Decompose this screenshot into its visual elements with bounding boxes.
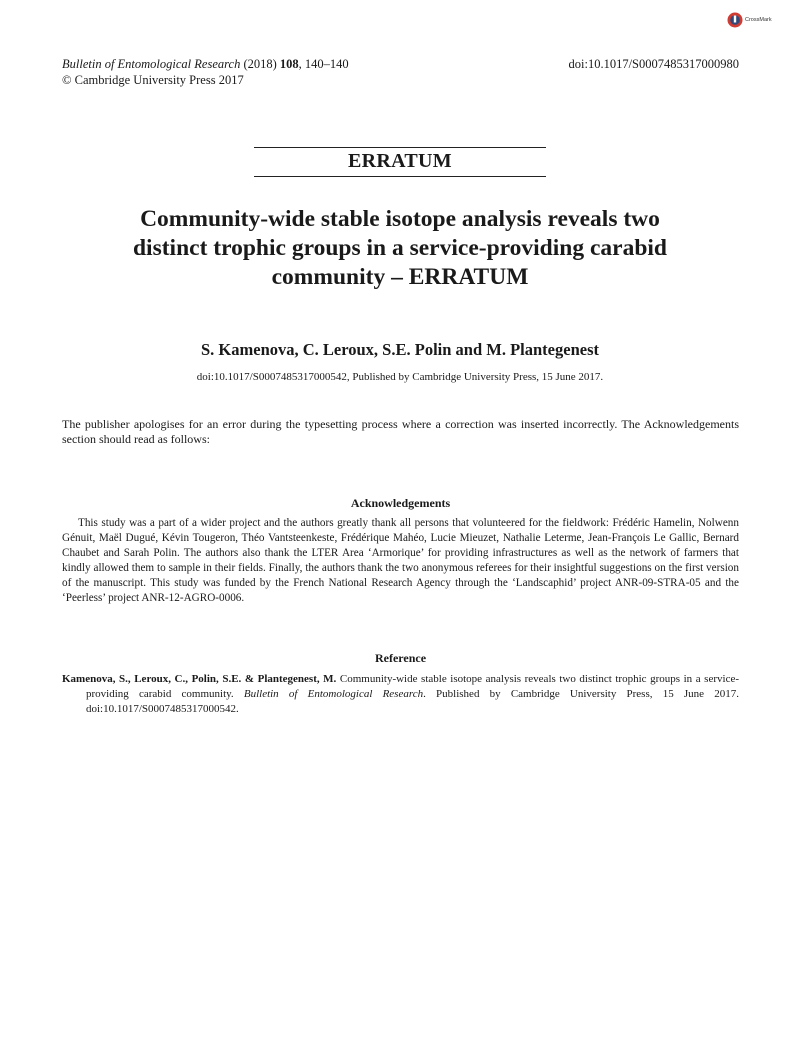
reference-tail: . Published by Cambridge University Press, 15 June 2017. doi:10.1017/S0007485317000542. [86, 688, 739, 715]
crossmark-icon [727, 12, 743, 28]
article-title: Community-wide stable isotope analysis reveals two distinct trophic groups in a service-providing carabid community – ERRATUM [132, 206, 668, 290]
author-list: S. Kamenova, C. Leroux, S.E. Polin and M. Plantegenest [200, 340, 599, 359]
journal-year: (2018) [243, 57, 277, 71]
article-doi[interactable]: doi:10.1017/S0007485317000980 [568, 57, 739, 71]
crossmark-badge[interactable] [727, 12, 772, 28]
reference-authors: Kamenova, S., Leroux, C., Polin, S.E. & Plantegenest, M. [62, 673, 337, 685]
journal-header [62, 56, 349, 88]
reference-heading: Reference [374, 651, 427, 665]
erratum-intro: The publisher apologises for an error during the typesetting process where a correction was inserted incorrectly. The Acknowledgements section should read as follows: [62, 417, 739, 446]
reference-text: Community-wide stable isotope analysis reveals two distinct trophic groups in a service-providing carabid community. [86, 673, 739, 700]
reference-entry [62, 672, 739, 717]
acknowledgements-body: This study was a part of a wider project and the authors greatly thank all persons that volunteered for the fieldwork: Frédéric Hamelin, Nolwenn Génuit, Maël Dugué, Kévin Tougeron, Théo Vantsteenkeste, Frédérique Mahéo, Lucie Mieuzet, Nathalie Leterme, Jean-François Le Gallic, Bernard Chaubet and Sarah Polin. The authors also thank the LTER Area ‘Armorique’ for providing infrastructures as well as the network of farmers that kindly allowed them to sample in their fields. Finally, the authors thank the two anonymous referees for their insightful suggestions on the first version of the manuscript. This study was funded by the French National Research Agency through the ‘Landscaphid’ project ANR-09-STRA-05 and the ‘Peerless’ project ANR-12-AGRO-0006. [62, 517, 739, 604]
copyright: © Cambridge University Press 2017 [62, 73, 244, 87]
journal-pages: , 140–140 [298, 57, 349, 71]
erratum-label: ERRATUM [348, 150, 452, 172]
journal-citation [62, 56, 349, 72]
reference-journal: Bulletin of Entomological Research [243, 688, 424, 700]
acknowledgements-heading: Acknowledgements [350, 496, 451, 510]
erratum-banner [254, 147, 546, 177]
crossmark-label: CrossMark [745, 17, 772, 23]
journal-name: Bulletin of Entomological Research [62, 57, 241, 71]
original-citation: doi:10.1017/S0007485317000542, Published by Cambridge University Press, 15 June 2017. [196, 371, 604, 383]
journal-volume: 108 [279, 57, 299, 71]
